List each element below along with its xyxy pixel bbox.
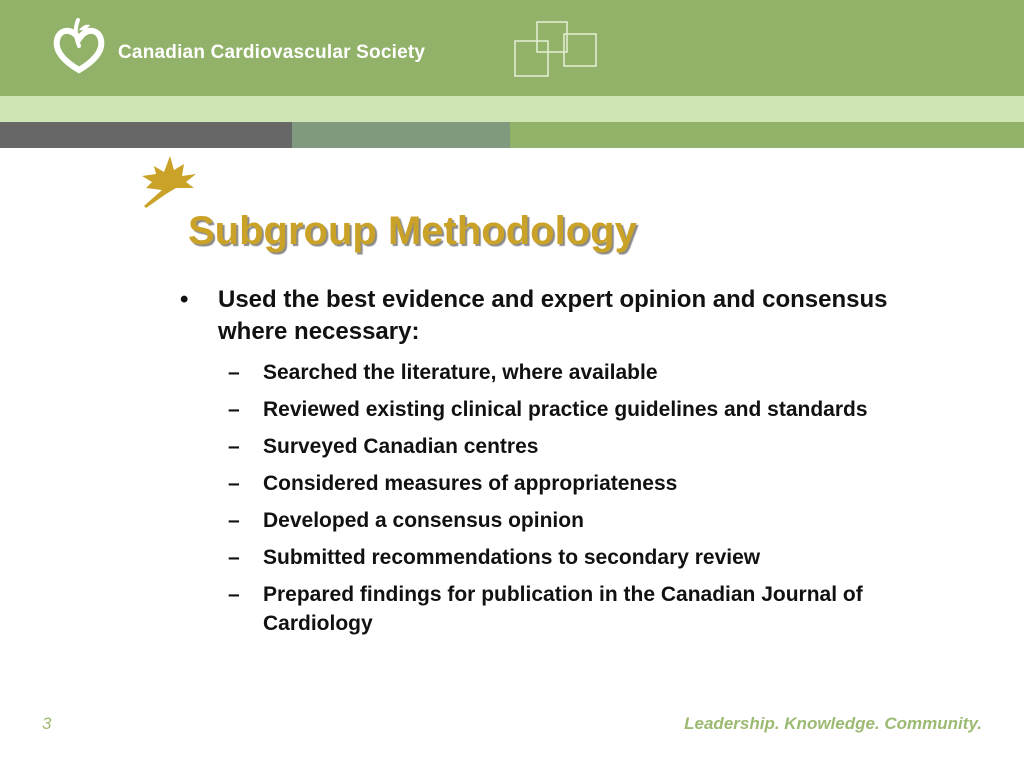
page-number: 3: [42, 714, 52, 733]
list-item: [180, 506, 900, 535]
main-bullet: [180, 284, 900, 348]
dash-icon: –: [228, 546, 240, 569]
list-item-text: Searched the literature, where available: [263, 361, 658, 384]
list-item-text: Considered measures of appropriateness: [263, 472, 678, 495]
decorative-squares-icon: [513, 19, 603, 79]
bullet-dot-icon: •: [180, 286, 189, 313]
gray-green-segment: [292, 122, 510, 148]
list-item: [180, 543, 900, 572]
light-green-band: [0, 96, 1024, 122]
list-item-text: Prepared findings for publication in the Canadian Journal of Cardiology: [263, 583, 863, 635]
dash-icon: –: [228, 361, 240, 384]
dash-icon: –: [228, 583, 240, 606]
list-item: [180, 432, 900, 461]
slide-content: [180, 284, 900, 646]
organization-name: Canadian Cardiovascular Society: [118, 42, 426, 63]
header-band: [0, 0, 1024, 96]
footer-tagline: Leadership. Knowledge. Community.: [684, 714, 982, 733]
sub-bullet-list: [180, 358, 900, 638]
list-item-text: Reviewed existing clinical practice guidelines and standards: [263, 398, 868, 421]
dash-icon: –: [228, 398, 240, 421]
maple-leaf-icon: [136, 154, 200, 210]
dash-icon: –: [228, 435, 240, 458]
main-bullet-text: Used the best evidence and expert opinion and consensus where necessary:: [218, 286, 888, 345]
list-item: [180, 580, 900, 638]
dash-icon: –: [228, 509, 240, 532]
list-item-text: Surveyed Canadian centres: [263, 435, 539, 458]
heart-logo-icon: [52, 16, 106, 74]
list-item: [180, 358, 900, 387]
list-item: [180, 395, 900, 424]
dash-icon: –: [228, 472, 240, 495]
dark-gray-segment: [0, 122, 292, 148]
list-item: [180, 469, 900, 498]
slide-title: Subgroup Methodology: [188, 209, 637, 253]
list-item-text: Submitted recommendations to secondary review: [263, 546, 761, 569]
green-segment: [510, 122, 1024, 148]
list-item-text: Developed a consensus opinion: [263, 509, 584, 532]
